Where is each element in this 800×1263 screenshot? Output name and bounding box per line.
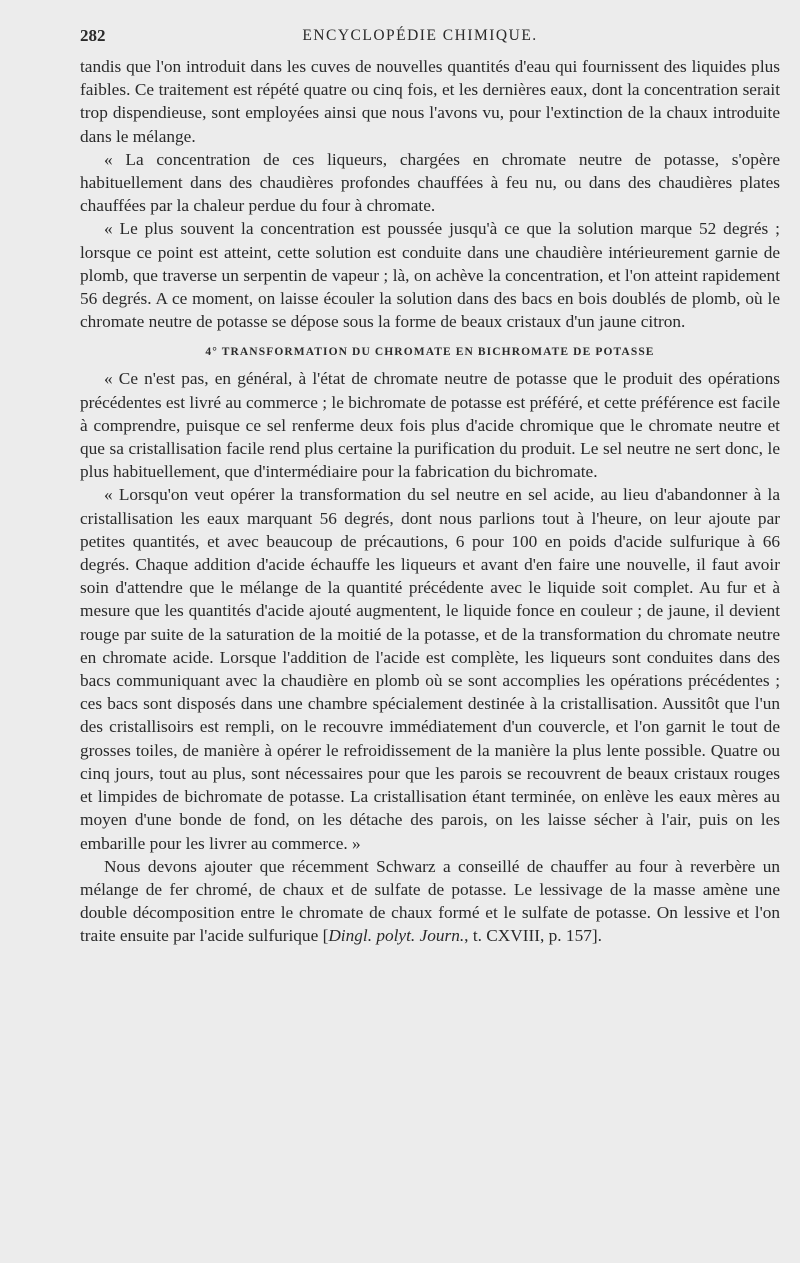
paragraph-crystallisation: « Le plus souvent la concentration est poussée jusqu'à ce que la solution marque 52 degrés ; lorsque ce point est atteint, cette solution est conduite dans une chaudière intérieurement garnie de plomb, que traverse un serpentin de vapeur ; là, on achève la concentration, et l'on atteint rapidement 56 degrés. A ce moment, on laisse écouler la solution dans des bacs en bois doublés de plomb, où le chromate neutre de potasse se dépose sous la forme de beaux cristaux d'un jaune citron.	[80, 219, 780, 332]
paragraph-concentration: « La concentration de ces liqueurs, chargées en chromate neutre de potasse, s'opère habituellement dans des chaudières profondes chauffées à feu nu, ou dans des chaudières plates chauffées par la chaleur perdue du four à chromate.	[80, 149, 780, 216]
running-title: ENCYCLOPÉDIE CHIMIQUE.	[302, 27, 538, 44]
schwarz-text: Nous devons ajouter que récemment Schwarz a conseillé de chauffer au four à reverbère un mélange de fer chromé, de chaux et de sulfate de potasse. Le lessivage de la masse amène une double décomposition entre le chromate de chaux formé et le sulfate de potasse. On lessive et l'on traite ensuite par l'acide sulfurique	[80, 856, 780, 946]
page-header	[80, 26, 760, 48]
page-number: 282	[80, 26, 106, 45]
section-heading: 4° TRANSFORMATION DU CHROMATE EN BICHROMATE DE POTASSE	[205, 346, 655, 359]
reference-journal: Dingl. polyt. Journ.	[328, 926, 465, 946]
body-text	[80, 55, 780, 948]
paragraph-transformation: « Lorsqu'on veut opérer la transformation du sel neutre en sel acide, au lieu d'abandonner à la cristallisation les eaux marquant 56 degrés, dont nous parlions tout à l'heure, on leur ajoute par petites quantités, et avec beaucoup de précautions, 6 pour 100 en poids d'acide sulfurique à 66 degrés. Chaque addition d'acide échauffe les liqueurs et avant d'en faire une nouvelle, il faut avoir soin d'attendre que le mélange de la quantité précédente avec le liquide soit complet. Au fur et à mesure que les quantités d'acide ajouté augmentent, le liquide fonce en couleur ; de jaune, il devient rouge par suite de la saturation de la moitié de la potasse, et de la transformation du chromate neutre en chromate acide. Lorsque l'addition de l'acide est complète, les liqueurs sont conduites dans des bacs communiquant avec la chaudière en plomb où se sont accomplies les opérations précédentes ; ces bacs sont disposés dans une chambre spécialement destinée à la cristallisation. Aussitôt que l'un des cristallisoirs est rempli, on le recouvre immédiatement d'un couvercle, et l'on garnit le tout de grosses toiles, de manière à opérer le refroidissement de la manière la plus lente possible. Quatre ou cinq jours, tout au plus, sont nécessaires pour que les parois se recouvrent de beaux cristaux rouges et limpides de bichromate de potasse. La cristallisation étant terminée, on enlève les eaux mères au moyen d'une bonde de fond, on les détache des parois, on les laisse sécher à l'air, puis on les embarille pour les livrer au commerce. »	[80, 485, 780, 853]
paragraph-continued: tandis que l'on introduit dans les cuves de nouvelles quantités d'eau qui fournissent des liquides plus faibles. Ce traitement est répété quatre ou cinq fois, et les dernières eaux, dont la concentration serait trop dispendieuse, sont employées ainsi que nous l'avons vu, pour l'extinction de la chaux introduite dans le mélange.	[80, 57, 780, 146]
reference-details: , t. CXVIII, p. 157].	[464, 926, 602, 946]
paragraph-bichromate-intro: « Ce n'est pas, en général, à l'état de chromate neutre de potasse que le produit des opérations précédentes est livré au commerce ; le bichromate de potasse est préféré, et cette préférence est facile à comprendre, puisque ce sel renferme deux fois plus d'acide chromique que le chromate neutre et que sa cristallisation facile rend plus certaine la purification du produit. Le sel neutre ne sert donc, le plus habituellement, que d'intermédiaire pour la fabrication du bichromate.	[80, 369, 780, 482]
reference-bracket-open: [	[322, 926, 329, 946]
paragraph-schwarz-method	[80, 855, 780, 948]
